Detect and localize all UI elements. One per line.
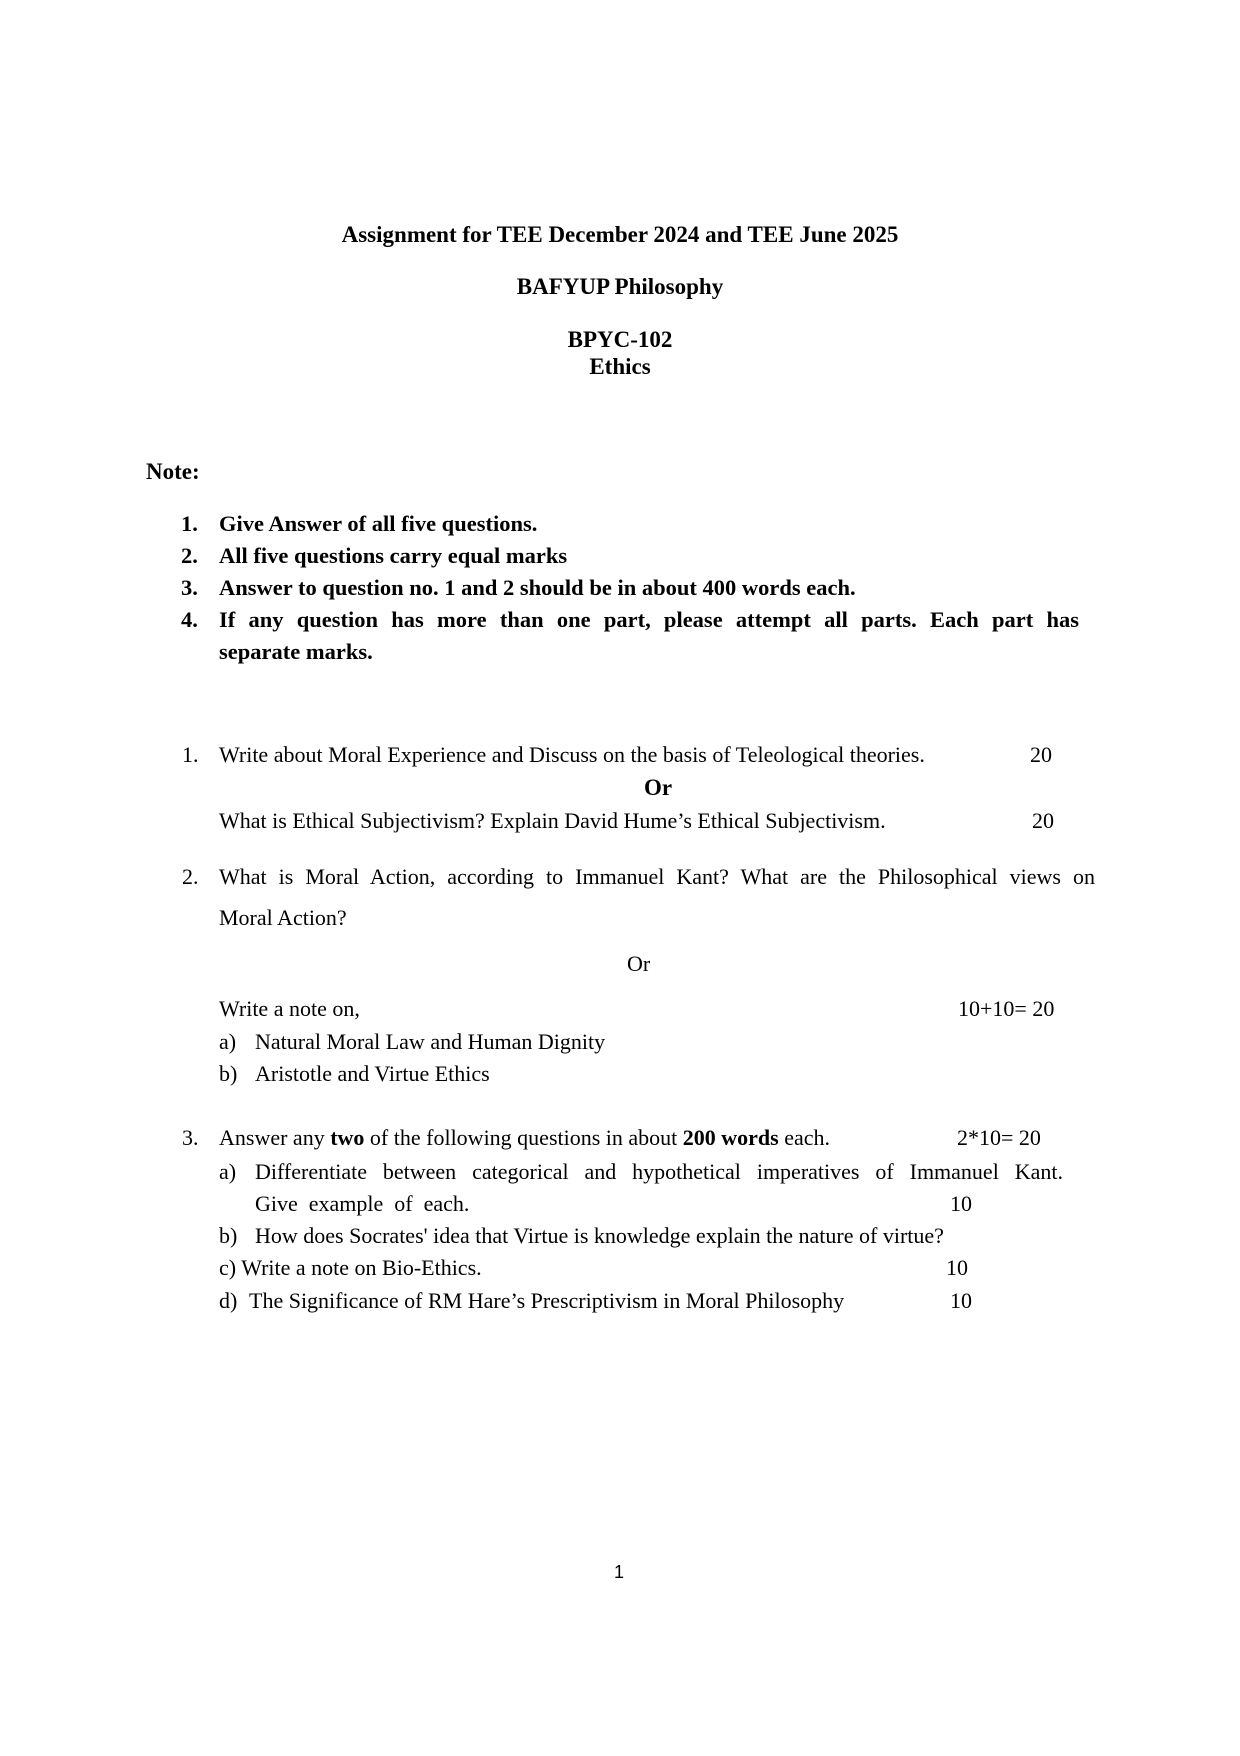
question-number: 2.	[182, 864, 199, 889]
alternative-question-marks: 20	[1032, 808, 1054, 833]
part-label: d)	[219, 1288, 238, 1313]
question-number: 1.	[182, 742, 199, 767]
question-text-continued: Moral Action?	[219, 905, 347, 930]
part-text: c) Write a note on Bio-Ethics.	[219, 1255, 482, 1280]
question-text: What is Moral Action, according to Immanuel Kant? What are the Philosophical views on	[219, 864, 1095, 889]
note-item-number: 3.	[181, 575, 198, 600]
note-item-number: 4.	[181, 607, 198, 632]
page-number: 1	[614, 1562, 625, 1582]
note-item-number: 1.	[181, 511, 198, 536]
part-text: Aristotle and Virtue Ethics	[255, 1061, 490, 1086]
part-text: The Significance of RM Hare’s Prescriptivism in Moral Philosophy	[249, 1288, 845, 1313]
note-item-text: If any question has more than one part, please attempt all parts. Each part has	[219, 607, 1079, 632]
part-label: b)	[219, 1061, 238, 1086]
part-marks: 10	[950, 1288, 972, 1313]
part-marks: 10	[946, 1255, 968, 1280]
or-separator: Or	[644, 775, 673, 800]
note-item-text-continued: separate marks.	[219, 639, 373, 664]
note-label: Note:	[146, 459, 200, 484]
course-code: BPYC-102	[567, 327, 673, 352]
note-item-text: All five questions carry equal marks	[219, 543, 568, 568]
question-text: Write about Moral Experience and Discuss on the basis of Teleological theories.	[219, 742, 925, 767]
part-text: Natural Moral Law and Human Dignity	[255, 1029, 606, 1054]
part-label: a)	[219, 1159, 237, 1184]
or-separator: Or	[627, 951, 651, 976]
alternative-marks: 10+10= 20	[958, 996, 1055, 1021]
part-text-continued: Give example of each.	[255, 1191, 470, 1216]
part-label: b)	[219, 1223, 238, 1248]
part-text: Differentiate between categorical and hypothetical imperatives of Immanuel Kant.	[255, 1159, 1063, 1184]
note-item-text: Give Answer of all five questions.	[219, 511, 538, 536]
part-marks: 10	[950, 1191, 972, 1216]
note-item-number: 2.	[181, 543, 198, 568]
note-item-text: Answer to question no. 1 and 2 should be in about 400 words each.	[219, 575, 856, 600]
alternative-intro: Write a note on,	[219, 996, 360, 1021]
question-marks: 2*10= 20	[957, 1125, 1041, 1150]
course-name: Ethics	[589, 354, 651, 379]
question-text: Answer any two of the following questions in about 200 words each.	[219, 1125, 831, 1150]
assignment-title: Assignment for TEE December 2024 and TEE June 2025	[341, 222, 899, 247]
alternative-question-text: What is Ethical Subjectivism? Explain David Hume’s Ethical Subjectivism.	[219, 808, 886, 833]
question-marks: 20	[1030, 742, 1052, 767]
part-label: a)	[219, 1029, 237, 1054]
question-number: 3.	[182, 1125, 199, 1150]
programme-name: BAFYUP Philosophy	[516, 274, 724, 299]
part-text: How does Socrates' idea that Virtue is knowledge explain the nature of virtue?	[255, 1223, 944, 1248]
